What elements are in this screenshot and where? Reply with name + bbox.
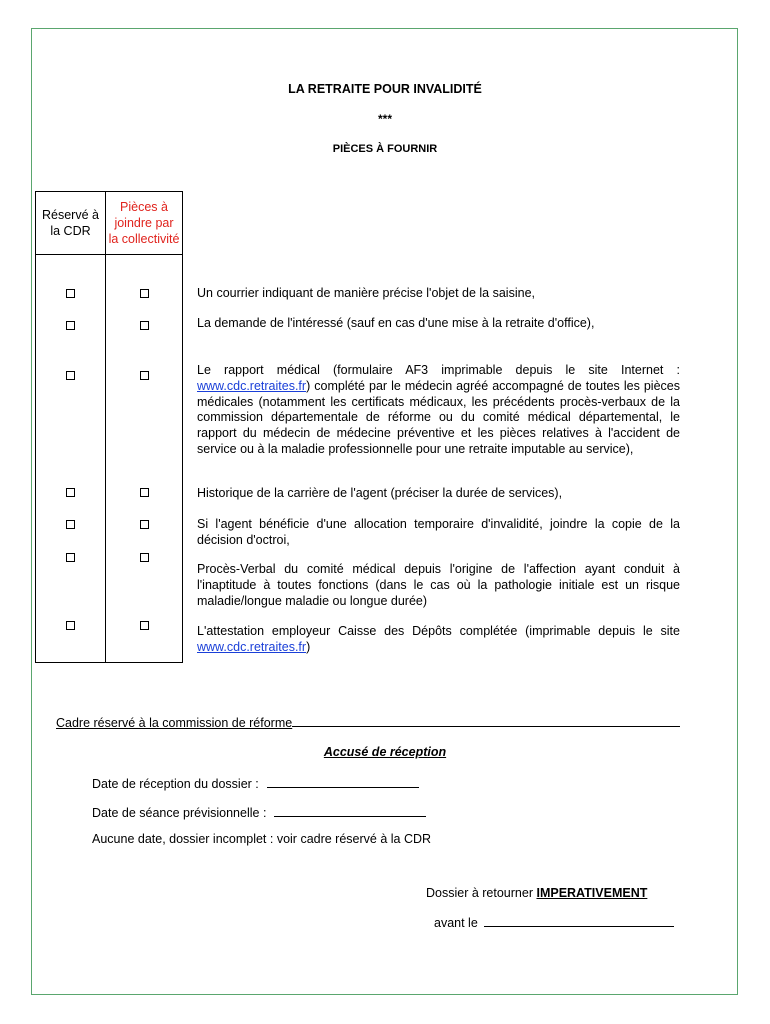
date-seance-row	[92, 804, 426, 820]
cdc-retraites-link[interactable]: www.cdc.retraites.fr	[197, 378, 307, 393]
retour-emphasis: IMPERATIVEMENT	[536, 886, 648, 900]
date-reception-field[interactable]	[267, 775, 419, 788]
checkbox-cdr-3[interactable]	[66, 371, 75, 380]
page-title: LA RETRAITE POUR INVALIDITÉ	[288, 82, 482, 96]
checkbox-collectivite-7[interactable]	[140, 621, 149, 630]
aucune-date-note: Aucune date, dossier incomplet : voir cadre réservé à la CDR	[92, 832, 432, 846]
cdc-retraites-link-2[interactable]: www.cdc.retraites.fr	[197, 639, 307, 654]
document-item-2: La demande de l'intéressé (sauf en cas d'une mise à la retraite d'office),	[197, 316, 595, 330]
avant-le-label: avant le	[434, 916, 478, 930]
checkbox-cdr-7[interactable]	[66, 621, 75, 630]
avant-le-row	[434, 914, 674, 930]
title-separator: ***	[377, 112, 392, 126]
checkbox-cdr-5[interactable]	[66, 520, 75, 529]
checkbox-collectivite-3[interactable]	[140, 371, 149, 380]
date-seance-label: Date de séance prévisionnelle :	[92, 806, 267, 820]
column-body-cdr	[35, 254, 106, 663]
document-item-4: Historique de la carrière de l'agent (préciser la durée de services),	[197, 486, 563, 500]
column-header-collectivite	[105, 191, 183, 255]
column-header-cdr-label: Réservé à la CDR	[42, 208, 99, 238]
document-item-3-text-start: Le rapport médical (formulaire AF3 imprimable depuis le site Internet :	[197, 363, 680, 377]
checkbox-collectivite-5[interactable]	[140, 520, 149, 529]
checkbox-collectivite-1[interactable]	[140, 289, 149, 298]
avant-le-field[interactable]	[484, 914, 674, 927]
page-subtitle: PIÈCES À FOURNIR	[332, 143, 438, 155]
date-reception-row	[92, 775, 419, 791]
checkbox-cdr-2[interactable]	[66, 321, 75, 330]
commission-section-label: Cadre réservé à la commission de réforme	[56, 716, 293, 730]
date-reception-label: Date de réception du dossier :	[92, 777, 259, 791]
column-header-cdr	[35, 191, 106, 255]
checkbox-cdr-4[interactable]	[66, 488, 75, 497]
column-header-collectivite-label: Pièces à joindre par la collectivité	[108, 200, 180, 246]
document-item-7	[197, 624, 680, 656]
document-item-3	[197, 363, 680, 458]
document-item-1: Un courrier indiquant de manière précise l'objet de la saisine,	[197, 286, 535, 300]
document-item-3-text-end: ) complété par le médecin agréé accompagné de toutes les pièces médicales (notamment les certificats médicaux, les précédents procès-verbaux de la commission départementale de réforme ou du comité médical départemental, le rapport du médecin de médecine préventive et les pièces relatives à l'accident de service ou à la maladie professionnelle pour une retraite imputable au service),	[197, 378, 680, 456]
document-item-7-text-end: )	[306, 639, 311, 654]
commission-section-rule	[292, 714, 680, 727]
checkbox-cdr-1[interactable]	[66, 289, 75, 298]
checkbox-collectivite-2[interactable]	[140, 321, 149, 330]
document-item-5: Si l'agent bénéficie d'une allocation temporaire d'invalidité, joindre la copie de la décision d'octroi,	[197, 517, 680, 547]
retour-instruction	[426, 886, 647, 900]
document-item-6: Procès-Verbal du comité médical depuis l'origine de l'affection ayant conduit à l'inaptitude à toutes fonctions (dans le cas où la pathologie initiale est un risque maladie/longue maladie ou longue durée)	[197, 562, 680, 608]
commission-section-header	[56, 714, 716, 730]
checkbox-cdr-6[interactable]	[66, 553, 75, 562]
document-item-7-text-start: L'attestation employeur Caisse des Dépôts complétée (imprimable depuis le site	[197, 624, 680, 638]
column-body-collectivite	[105, 254, 183, 663]
accuse-reception-heading: Accusé de réception	[323, 745, 447, 759]
retour-prefix: Dossier à retourner	[426, 886, 537, 900]
checkbox-collectivite-6[interactable]	[140, 553, 149, 562]
checkbox-collectivite-4[interactable]	[140, 488, 149, 497]
date-seance-field[interactable]	[274, 804, 426, 817]
